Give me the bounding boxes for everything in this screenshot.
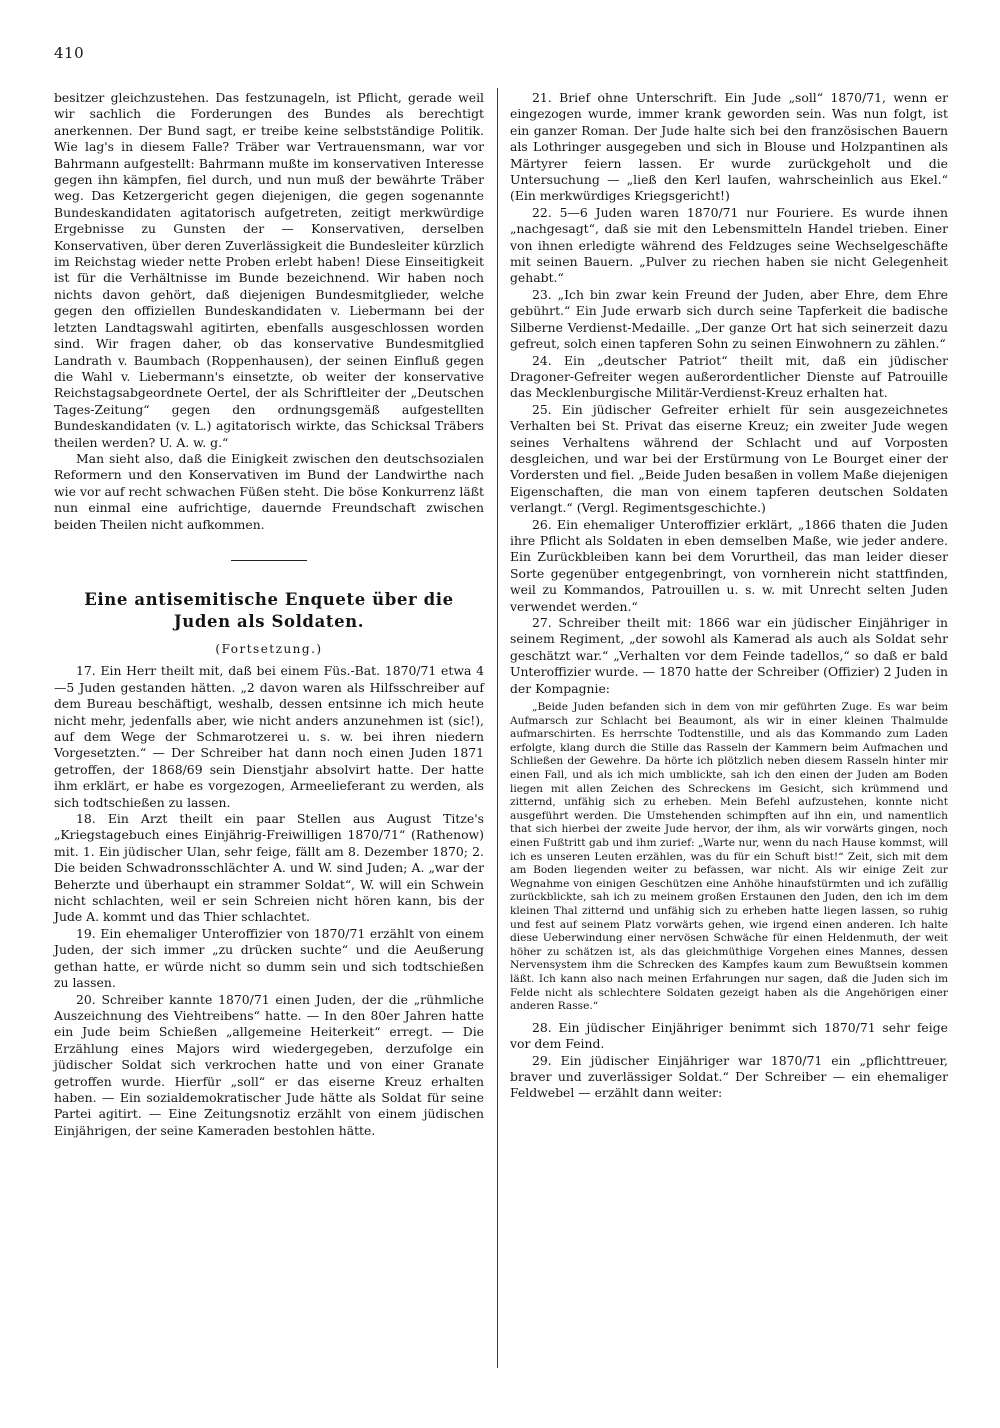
list-item: 22. 5—6 Juden waren 1870/71 nur Fouriere. Es wurde ihnen „nachgesagt“, daß sie mit den Lebensmitteln Handel trieben. Einer von ihnen erledigte während des Feldzuges seine Wechselgeschäfte mit seinen Bauern. „Pulver zu riechen haben sie nicht Gelegenheit gehabt.“ [510, 204, 948, 286]
list-item: 26. Ein ehemaliger Unteroffizier erklärt, „1866 thaten die Juden ihre Pflicht als Soldaten in eben demselben Maße, wie jeder andere. Ein Zurückbleiben kann bei dem Vorurtheil, das man leider dieser Sorte gegenüber entgegenbringt, von vornherein nicht stattfinden, weil zu Kommandos, Patrouillen u. s. w. mit Unrecht selten Juden verwendet werden.“ [510, 516, 948, 614]
list-item: 17. Ein Herr theilt mit, daß bei einem Füs.-Bat. 1870/71 etwa 4—5 Juden gestanden hätten. „2 davon waren als Hilfsschreiber auf dem Bureau beschäftigt, weshalb, dessen entsinne ich mich heute nicht mehr, jedenfalls aber, wie nicht anders anzunehmen ist (sic!), auf dem Wege der Schmarotzerei u. s. w. bei ihren niedern Vorgesetzten.“ — Der Schreiber hat dann noch einen Juden 1871 getroffen, der 1868/69 sein Dienstjahr absolvirt hatte. Der hatte ihm erklärt, er habe es vorgezogen, Armeelieferant zu werden, als sich todtschießen zu lassen. [54, 663, 484, 810]
list-item: 19. Ein ehemaliger Unteroffizier von 1870/71 erzählt von einem Juden, der sich immer „zu drücken suchte“ und die Aeußerung gethan hatte, er würde nicht so dumm sein und sich todtschießen zu lassen. [54, 925, 484, 991]
paragraph: Man sieht also, daß die Einigkeit zwischen den deutschsozialen Reformern und den Konservativen im Bund der Landwirthe nach wie vor auf recht schwachen Füßen steht. Die böse Konkurrenz läßt nun einmal eine aufrichtige, dauernde Freundschaft zwischen beiden Theilen nicht aufkommen. [54, 450, 484, 532]
list-item: 29. Ein jüdischer Einjähriger war 1870/71 ein „pflichttreuer, braver und zuverlässiger Soldat.“ Der Schreiber — ein ehemaliger Feldwebel — erzählt dann weiter: [510, 1052, 948, 1101]
list-item: 20. Schreiber kannte 1870/71 einen Juden, der die „rühmliche Auszeichnung des Viehtreibens“ hatte. — In den 80er Jahren hatte ein Jude beim Schießen „allgemeine Heiterkeit“ erregt. — Die Erzählung eines Majors wird wiedergegeben, derzufolge ein jüdischer Soldat sich verkrochen hatte und von einer Granate getroffen wurde. Hierfür „soll“ er das eiserne Kreuz erhalten haben. — Ein sozialdemokratischer Jude hätte als Soldat für seine Partei agitirt. — Eine Zeitungsnotiz erzählt von einem jüdischen Einjährigen, der seine Kameraden bestohlen hätte. [54, 991, 484, 1138]
list-item: 21. Brief ohne Unterschrift. Ein Jude „soll“ 1870/71, wenn er eingezogen wurde, immer krank geworden sein. Was nun folgt, ist ein ganzer Roman. Der Jude halte sich bei den französischen Bauern als Lothringer ausgegeben und sich in Blouse und Holzpantinen als Märtyrer feiern lassen. Er wurde zurückgeholt und die Untersuchung — „ließ den Kerl laufen, wahrscheinlich aus Ekel.“ (Ein merkwürdiges Kriegsgericht!) [510, 90, 948, 204]
list-item: 28. Ein jüdischer Einjähriger benimmt sich 1870/71 sehr feige vor dem Feind. [510, 1019, 948, 1052]
block-quote: „Beide Juden befanden sich in dem von mir geführten Zuge. Es war beim Aufmarsch zur Schlacht bei Beaumont, als wir in einer kleinen Thalmulde aufmarschirten. Es herrschte Todtenstille, und als das Kommando zum Laden erfolgte, klang durch die Stille das Rasseln der Kammern beim Aufmachen und Schließen der Gewehre. Da hörte ich plötzlich neben diesem Rasseln hinter mir einen Fall, und als ich mich umblickte, sah ich den einen der Juden am Boden liegen mit allen Zeichen des Schreckens im Gesicht, sich krümmend und zitternd, unfähig sich zu erheben. Mein Befehl aufzustehen, konnte nicht ausgeführt werden. Die Umstehenden schimpften auf ihn ein, und namentlich that sich hierbei der zweite Jude hervor, der ihm, als wir vorwärts gingen, noch einen Fußtritt gab und ihm zurief: „Warte nur, wenn du nach Hause kommst, will ich es unseren Leuten erzählen, was du für ein Schuft bist!“ Zeit, sich mit dem am Boden liegenden weiter zu befassen, war nicht. Als wir einige Zeit zur Wegnahme von einigen Geschützen eine Anhöhe hinaufstürmten und ich zufällig zurückblickte, sah ich zu meinem großen Erstaunen den Juden, den ich im dem kleinen Thal zitternd und unfähig sich zu erheben hatte liegen lassen, so ruhig und fest auf seinem Platz vorwärts gehen, wie irgend einen anderen. Ich halte diese Ueberwindung einer nervösen Schwäche für einen Heldenmuth, der weit höher zu schätzen ist, als das gleichmüthige Vorgehen eines Mannes, dessen Nervensystem ihm die Schrecken des Kampfes kaum zum Bewußtsein kommen läßt. Ich kann also nach meinen Erfahrungen nur sagen, daß die Juden sich im Felde nicht als schlechtere Soldaten gezeigt haben als die Angehörigen einer anderen Rasse.“ [510, 701, 948, 1013]
section-divider [231, 560, 307, 561]
article-title: Eine antisemitische Enquete über die Juden als Soldaten. [84, 589, 454, 631]
paragraph: besitzer gleichzustehen. Das festzunageln, ist Pflicht, gerade weil wir sachlich die Forderungen des Bundes als berechtigt anerkennen. Der Bund sagt, er treibe keine selbstständige Politik. Wie lag's in diesem Falle? Träber war Vertrauensmann, war vor Bahrmann aufgestellt: Bahrmann mußte im konservativen Interesse gegen ihn kämpfen, fiel durch, und nun muß der bewährte Träber weg. Das Ketzergericht gegen diejenigen, die gegen sogenannte Bundeskandidaten agitatorisch aufgetreten, zeitigt merkwürdige Ergebnisse zu Gunsten der — Konservativen, derselben Konservativen, über deren Zuverlässigkeit die Bundesleiter kürzlich im Reichstag wieder nette Proben erlebt haben! Diese Einseitigkeit ist für die Verhältnisse im Bunde bezeichnend. Wir haben noch nichts davon gehört, daß diejenigen Bundesmitglieder, welche gegen den offiziellen Bundeskandidaten v. Liebermann bei der letzten Landtagswahl agitirten, ebenfalls ausgeschlossen worden sind. Wir fragen daher, ob das konservative Bundesmitglied Landrath v. Baumbach (Roppenhausen), der seinen Einfluß gegen die Wahl v. Liebermann's einsetzte, ob weiter der konservative Reichstagsabgeordnete Oertel, der als Schriftleiter der „Deutschen Tages-Zeitung“ gegen den ordnungsgemäß aufgestellten Bundeskandidaten (v. L.) agitatorisch wirkte, das Schicksal Träbers theilen werden? U. A. w. g.“ [54, 90, 484, 450]
column-rule [497, 88, 498, 1368]
list-item: 18. Ein Arzt theilt ein paar Stellen aus August Titze's „Kriegstagebuch eines Einjährig-Freiwilligen 1870/71“ (Rathenow) mit. 1. Ein jüdischer Ulan, sehr feige, fällt am 8. Dezember 1870; 2. Die beiden Schwadronsschlächter A. und W. sind Juden; A. „war der Beherzte und überhaupt ein strammer Soldat“, W. will ein Schwein nicht schlachten, weil er sein Schreien nicht hören kann, bis der Jude A. kommt und das Thier schlachtet. [54, 811, 484, 925]
continuation-note: (Fortsetzung.) [215, 641, 323, 656]
left-column [54, 90, 484, 1139]
list-item: 27. Schreiber theilt mit: 1866 war ein jüdischer Einjähriger in seinem Regiment, „der sowohl als Kamerad als auch als Soldat sehr geschätzt war.“ „Verhalten vor dem Feinde tadellos,“ so daß er bald Unteroffizier wurde. — 1870 hatte der Schreiber (Offizier) 2 Juden in der Kompagnie: [510, 615, 948, 696]
list-item: 23. „Ich bin zwar kein Freund der Juden, aber Ehre, dem Ehre gebührt.“ Ein Jude erwarb sich durch seine Tapferkeit die badische Silberne Verdienst-Medaille. „Der ganze Ort hat sich seinerzeit dazu gefreut, solch einen tapferen Sohn zu seinen Einwohnern zu zählen.“ [510, 286, 948, 352]
list-item: 25. Ein jüdischer Gefreiter erhielt für sein ausgezeichnetes Verhalten bei St. Privat das eiserne Kreuz; ein zweiter Jude wegen seines Verhaltens während der Schlacht und auf Vorposten desgleichen, und war bei der Erstürmung von Le Bourget einer der Vordersten und fiel. „Beide Juden besaßen in vollem Maße diejenigen Eigenschaften, die man von einem tapferen deutschen Soldaten verlangt.“ (Vergl. Regimentsgeschichte.) [510, 401, 948, 516]
page-number: 410 [54, 44, 85, 62]
list-item: 24. Ein „deutscher Patriot“ theilt mit, daß ein jüdischer Dragoner-Gefreiter wegen außerordentlicher Dienste auf Patrouille das Mecklenburgische Militär-Verdienst-Kreuz erhalten hat. [510, 352, 948, 401]
right-column [510, 90, 948, 1102]
